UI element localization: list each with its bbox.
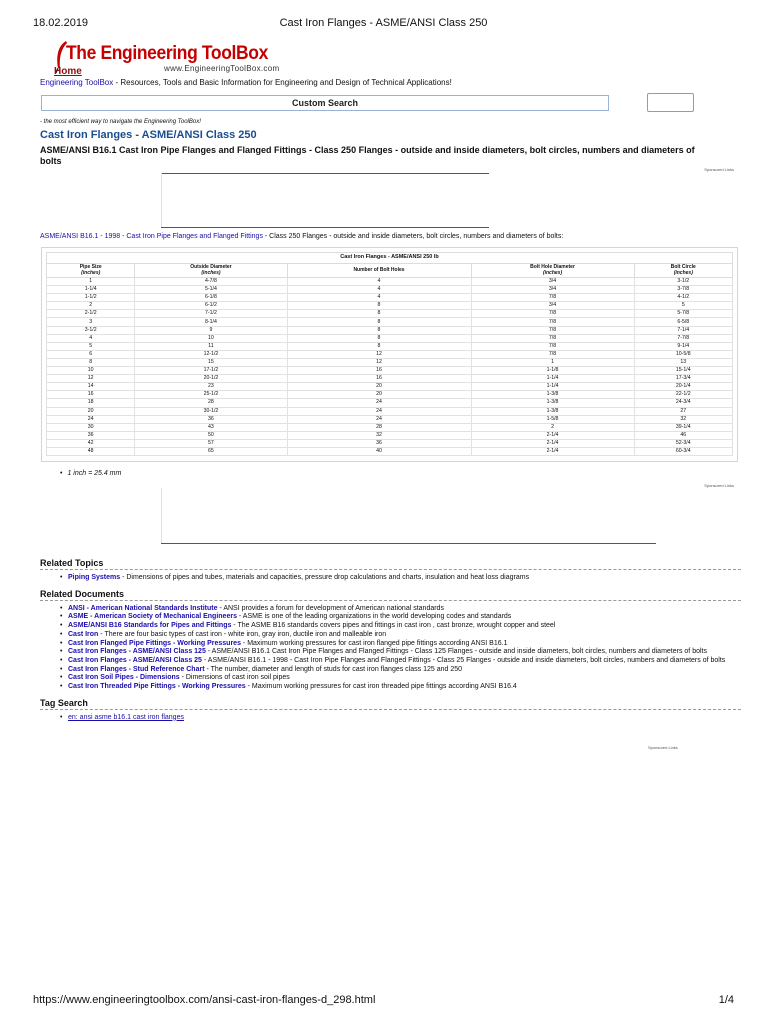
table-cell: 7-1/2 bbox=[135, 310, 287, 318]
table-cell: 12 bbox=[47, 375, 135, 383]
list-item bbox=[60, 666, 732, 675]
header-label: Number of Bolt Holes bbox=[353, 266, 405, 273]
list-item-text: - Dimensions of pipes and tubes, materials and capacities, pressure drop calculations and charts, insulation and heat loss diagrams bbox=[120, 574, 530, 582]
header-label: Pipe Size bbox=[79, 264, 102, 270]
list-item bbox=[60, 631, 732, 640]
header-unit: (inches) bbox=[201, 269, 221, 276]
table-row bbox=[47, 318, 733, 326]
table-cell: 2-1/4 bbox=[471, 431, 634, 439]
print-title: Cast Iron Flanges - ASME/ANSI Class 250 bbox=[279, 17, 488, 29]
list-item-link[interactable]: Piping Systems bbox=[68, 574, 121, 582]
table-cell: 7/8 bbox=[471, 326, 634, 334]
list-item-text: - ASME/ANSI B16.1 - 1998 - Cast Iron Pipe Flanges and Flanged Fittings - Class 25 Flanges - outside and inside diameters, bolt circles, numbers and diameters of bolts bbox=[201, 656, 726, 664]
header-label: Bolt Hole Diameter bbox=[530, 264, 575, 270]
print-header bbox=[33, 17, 734, 31]
table-cell: 57 bbox=[135, 439, 287, 447]
table-cell: 8 bbox=[287, 310, 471, 318]
table-cell: 20-1/4 bbox=[634, 383, 732, 391]
table-cell: 7/8 bbox=[471, 318, 634, 326]
table-cell: 3 bbox=[47, 318, 135, 326]
navigation-hint: - the most efficient way to navigate the Engineering ToolBox! bbox=[40, 119, 201, 125]
table-row bbox=[47, 302, 733, 310]
table-cell: 12 bbox=[287, 350, 471, 358]
table-cell: 42 bbox=[47, 439, 135, 447]
table-cell: 4 bbox=[287, 278, 471, 286]
table-cell: 5-1/4 bbox=[135, 286, 287, 294]
table-cell: 28 bbox=[135, 399, 287, 407]
table-row bbox=[47, 350, 733, 358]
intro-paragraph bbox=[40, 233, 740, 240]
table-cell: 2 bbox=[47, 302, 135, 310]
table-cell: 4 bbox=[287, 286, 471, 294]
table-cell: 1-3/8 bbox=[471, 399, 634, 407]
table-cell: 7-1/4 bbox=[634, 326, 732, 334]
table-cell: 16 bbox=[47, 391, 135, 399]
header-unit: (inches) bbox=[81, 269, 101, 276]
search-button[interactable] bbox=[647, 93, 694, 112]
table-row bbox=[47, 391, 733, 399]
asme-b16-1-link[interactable]: ASME/ANSI B16.1 - 1998 - Cast Iron Pipe Flanges and Flanged Fittings bbox=[40, 233, 263, 240]
tagline-text: - Resources, Tools and Basic Information for Engineering and Design of Technical Applications! bbox=[113, 78, 452, 87]
table-cell: 15-1/4 bbox=[634, 367, 732, 375]
table-cell: 7/8 bbox=[471, 294, 634, 302]
table-cell: 23 bbox=[135, 383, 287, 391]
table-cell: 2 bbox=[471, 423, 634, 431]
table-header-cell bbox=[471, 264, 634, 278]
tag-search-list bbox=[60, 714, 740, 723]
list-item bbox=[60, 674, 732, 683]
table-cell: 6 bbox=[47, 350, 135, 358]
table-cell: 1-1/2 bbox=[47, 294, 135, 302]
table-cell: 10 bbox=[135, 334, 287, 342]
table-cell: 8 bbox=[47, 358, 135, 366]
tag-search-heading: Tag Search bbox=[40, 698, 741, 710]
table-cell: 8 bbox=[287, 326, 471, 334]
print-url: https://www.engineeringtoolbox.com/ansi-cast-iron-flanges-d_298.html bbox=[33, 994, 376, 1006]
table-cell: 2-1/4 bbox=[471, 439, 634, 447]
list-item-text: - There are four basic types of cast iron - white iron, gray iron, ductile iron and malleable iron bbox=[98, 630, 387, 638]
table-cell: 7/8 bbox=[471, 342, 634, 350]
list-item-link[interactable]: en: ansi asme b16.1 cast iron flanges bbox=[68, 713, 184, 721]
list-item-link[interactable]: Cast Iron bbox=[68, 630, 99, 638]
list-item-link[interactable]: ASME/ANSI B16 Standards for Pipes and Fittings bbox=[68, 622, 232, 630]
table-cell: 3-7/8 bbox=[634, 286, 732, 294]
list-item-link[interactable]: Cast Iron Threaded Pipe Fittings - Working Pressures bbox=[68, 683, 246, 691]
home-link[interactable]: Home bbox=[54, 66, 82, 77]
table-cell: 10 bbox=[47, 367, 135, 375]
table-cell: 36 bbox=[287, 439, 471, 447]
unit-note-text: 1 inch = 25.4 mm bbox=[67, 470, 122, 478]
table-cell: 30-1/2 bbox=[135, 407, 287, 415]
table-cell: 8 bbox=[287, 302, 471, 310]
table-cell: 3/4 bbox=[471, 286, 634, 294]
table-cell: 5 bbox=[47, 342, 135, 350]
table-row bbox=[47, 407, 733, 415]
header-label: Outside Diameter bbox=[190, 264, 232, 270]
table-cell: 24 bbox=[287, 407, 471, 415]
table-cell: 25-1/2 bbox=[135, 391, 287, 399]
table-cell: 17-1/2 bbox=[135, 367, 287, 375]
list-item-text: - The number, diameter and length of studs for cast iron flanges class 125 and 250 bbox=[204, 665, 462, 673]
table-row bbox=[47, 342, 733, 350]
table-cell: 1-1/4 bbox=[471, 383, 634, 391]
table-header-cell bbox=[135, 264, 287, 278]
list-item-link[interactable]: Cast Iron Flanges - ASME/ANSI Class 25 bbox=[68, 656, 202, 664]
table-row bbox=[47, 286, 733, 294]
list-item-link[interactable]: Cast Iron Flanges - Stud Reference Chart bbox=[68, 665, 205, 673]
table-cell: 36 bbox=[135, 415, 287, 423]
table-cell: 7-7/8 bbox=[634, 334, 732, 342]
list-item bbox=[60, 714, 732, 723]
table-cell: 8-1/4 bbox=[135, 318, 287, 326]
table-cell: 32 bbox=[634, 415, 732, 423]
list-item bbox=[60, 640, 732, 649]
table-cell: 15 bbox=[135, 358, 287, 366]
table-cell: 1 bbox=[47, 278, 135, 286]
table-cell: 4-7/8 bbox=[135, 278, 287, 286]
table-cell: 30 bbox=[47, 423, 135, 431]
ad-placeholder bbox=[161, 172, 489, 228]
table-row bbox=[47, 358, 733, 366]
logo-subtitle: www.EngineeringToolBox.com bbox=[164, 64, 280, 73]
table-row bbox=[47, 439, 733, 447]
list-item-text: - Dimensions of cast iron soil pipes bbox=[179, 674, 290, 682]
table-row bbox=[47, 447, 733, 455]
list-item bbox=[60, 657, 732, 666]
table-cell: 9 bbox=[135, 326, 287, 334]
table-cell: 6-1/8 bbox=[135, 294, 287, 302]
table-cell: 14 bbox=[47, 383, 135, 391]
table-cell: 11 bbox=[135, 342, 287, 350]
header-unit: (inches) bbox=[673, 269, 693, 276]
table-cell: 46 bbox=[634, 431, 732, 439]
table-body bbox=[47, 278, 733, 456]
table-row bbox=[47, 278, 733, 286]
table-cell: 36 bbox=[47, 431, 135, 439]
list-item-link[interactable]: Cast Iron Flanged Pipe Fittings - Working Pressures bbox=[68, 639, 241, 647]
table-cell: 24-3/4 bbox=[634, 399, 732, 407]
table-cell: 48 bbox=[47, 447, 135, 455]
table-row bbox=[47, 334, 733, 342]
list-item-text: - The ASME B16 standards covers pipes and fittings in cast iron , cast bronze, wrought copper and steel bbox=[231, 622, 556, 630]
table-cell: 27 bbox=[634, 407, 732, 415]
table-cell: 24 bbox=[287, 399, 471, 407]
list-item-link[interactable]: ASME - American Society of Mechanical Engineers bbox=[68, 613, 237, 621]
related-documents-list bbox=[60, 605, 740, 692]
list-item bbox=[60, 683, 732, 692]
table-header-cell bbox=[287, 264, 471, 278]
table-cell: 1-1/4 bbox=[47, 286, 135, 294]
table-cell: 12-1/2 bbox=[135, 350, 287, 358]
table-cell: 3-1/2 bbox=[47, 326, 135, 334]
list-item bbox=[60, 648, 732, 657]
table-cell: 1-3/8 bbox=[471, 407, 634, 415]
page-content bbox=[40, 40, 740, 723]
sponsored-label-3: Sponsored Links bbox=[648, 745, 678, 750]
table-cell: 6-1/2 bbox=[135, 302, 287, 310]
table-cell: 12 bbox=[287, 358, 471, 366]
table-row bbox=[47, 326, 733, 334]
table-cell: 3-1/2 bbox=[634, 278, 732, 286]
header-unit: (inches) bbox=[542, 269, 563, 276]
search-row bbox=[40, 93, 740, 123]
table-cell: 16 bbox=[287, 375, 471, 383]
table-cell: 3/4 bbox=[471, 278, 634, 286]
unit-note: • 1 inch = 25.4 mm bbox=[60, 470, 122, 478]
table-cell: 4 bbox=[47, 334, 135, 342]
list-item bbox=[60, 574, 732, 583]
list-item-text: - ASME/ANSI B16.1 Cast Iron Pipe Flanges and Flanged Fittings - Class 125 Flanges - outside and inside diameters, bolt circles, numbers and diameters of bolts bbox=[205, 648, 707, 656]
site-logo[interactable] bbox=[40, 40, 740, 80]
list-item-text: - Maximum working pressures for cast iron flanged pipe fittings according ANSI B16.1 bbox=[240, 639, 508, 647]
custom-search-input[interactable]: Custom Search bbox=[41, 95, 609, 111]
sponsored-label: Sponsored Links bbox=[704, 167, 734, 172]
table-cell: 20 bbox=[47, 407, 135, 415]
table-cell: 24 bbox=[47, 415, 135, 423]
table-cell: 28 bbox=[287, 423, 471, 431]
table-caption: Cast Iron Flanges - ASME/ANSI 250 lb bbox=[46, 252, 733, 263]
related-topics-heading: Related Topics bbox=[40, 558, 741, 570]
list-item-text: - ASME is one of the leading organizations in the world developing codes and standards bbox=[236, 613, 512, 621]
logo-title: The Engineering ToolBox bbox=[66, 43, 268, 64]
table-row bbox=[47, 415, 733, 423]
table-header-cell bbox=[47, 264, 135, 278]
page-title: Cast Iron Flanges - ASME/ANSI Class 250 bbox=[40, 129, 257, 141]
table-cell: 8 bbox=[287, 334, 471, 342]
table-row bbox=[47, 399, 733, 407]
table-cell: 5 bbox=[634, 302, 732, 310]
table-header-row bbox=[47, 264, 733, 278]
list-item-link[interactable]: Cast Iron Flanges - ASME/ANSI Class 125 bbox=[68, 648, 206, 656]
table-cell: 1-1/4 bbox=[471, 375, 634, 383]
table-cell: 9-1/4 bbox=[634, 342, 732, 350]
related-documents-heading: Related Documents bbox=[40, 589, 741, 601]
ad-placeholder-2 bbox=[161, 488, 656, 544]
related-topics-list bbox=[60, 574, 740, 583]
table-header-cell bbox=[634, 264, 732, 278]
table-cell: 18 bbox=[47, 399, 135, 407]
table-cell: 20 bbox=[287, 391, 471, 399]
sponsored-label-2: Sponsored Links bbox=[704, 483, 734, 489]
table-cell: 43 bbox=[135, 423, 287, 431]
table-cell: 20 bbox=[287, 383, 471, 391]
table-cell: 52-3/4 bbox=[634, 439, 732, 447]
table-cell: 1-5/8 bbox=[471, 415, 634, 423]
table-row bbox=[47, 367, 733, 375]
table-cell: 8 bbox=[287, 342, 471, 350]
flange-table-container bbox=[41, 247, 738, 462]
table-cell: 7/8 bbox=[471, 350, 634, 358]
print-footer bbox=[33, 994, 734, 1008]
table-row bbox=[47, 375, 733, 383]
table-cell: 8 bbox=[287, 318, 471, 326]
table-row bbox=[47, 310, 733, 318]
table-cell: 24 bbox=[287, 415, 471, 423]
table-cell: 50 bbox=[135, 431, 287, 439]
table-row bbox=[47, 423, 733, 431]
table-row bbox=[47, 431, 733, 439]
table-cell: 3/4 bbox=[471, 302, 634, 310]
table-cell: 4 bbox=[287, 294, 471, 302]
table-cell: 7/8 bbox=[471, 334, 634, 342]
table-cell: 65 bbox=[135, 447, 287, 455]
list-item-text: - ANSI provides a forum for development of American national standards bbox=[217, 604, 444, 612]
table-cell: 1-3/8 bbox=[471, 391, 634, 399]
table-cell: 60-3/4 bbox=[634, 447, 732, 455]
engineering-toolbox-link[interactable]: Engineering ToolBox bbox=[40, 78, 114, 87]
list-item bbox=[60, 613, 732, 622]
table-cell: 16 bbox=[287, 367, 471, 375]
header-label: Bolt Circle bbox=[670, 264, 696, 270]
table-cell: 13 bbox=[634, 358, 732, 366]
table-cell: 39-1/4 bbox=[634, 423, 732, 431]
print-date: 18.02.2019 bbox=[33, 17, 89, 29]
table-row bbox=[47, 294, 733, 302]
table-cell: 6-5/8 bbox=[634, 318, 732, 326]
table-cell: 32 bbox=[287, 431, 471, 439]
list-item bbox=[60, 605, 732, 614]
table-cell: 5-7/8 bbox=[634, 310, 732, 318]
table-cell: 7/8 bbox=[471, 310, 634, 318]
table-row bbox=[47, 383, 733, 391]
list-item-text: - Maximum working pressures for cast iron threaded pipe fittings according ANSI B16.4 bbox=[245, 683, 517, 691]
table-cell: 2-1/2 bbox=[47, 310, 135, 318]
table-cell: 17-3/4 bbox=[634, 375, 732, 383]
table-cell: 2-1/4 bbox=[471, 447, 634, 455]
list-item bbox=[60, 622, 732, 631]
intro-text: - Class 250 Flanges - outside and inside diameters, bolt circles, numbers and diameters of bolts: bbox=[262, 233, 564, 240]
table-cell: 40 bbox=[287, 447, 471, 455]
table-cell: 1-1/8 bbox=[471, 367, 634, 375]
list-item-link[interactable]: ANSI - American National Standards Institute bbox=[68, 604, 218, 612]
table-cell: 10-5/8 bbox=[634, 350, 732, 358]
table-cell: 1 bbox=[471, 358, 634, 366]
table-cell: 20-1/2 bbox=[135, 375, 287, 383]
print-page-number: 1/4 bbox=[718, 994, 734, 1006]
table-cell: 22-1/2 bbox=[634, 391, 732, 399]
list-item-link[interactable]: Cast Iron Soil Pipes - Dimensions bbox=[68, 674, 180, 682]
flange-table bbox=[46, 252, 733, 456]
page-description: ASME/ANSI B16.1 Cast Iron Pipe Flanges and Flanged Fittings - Class 250 Flanges - outside and inside diameters, bolt circles, numbers and diameters of bolts bbox=[40, 145, 695, 166]
table-cell: 4-1/2 bbox=[634, 294, 732, 302]
